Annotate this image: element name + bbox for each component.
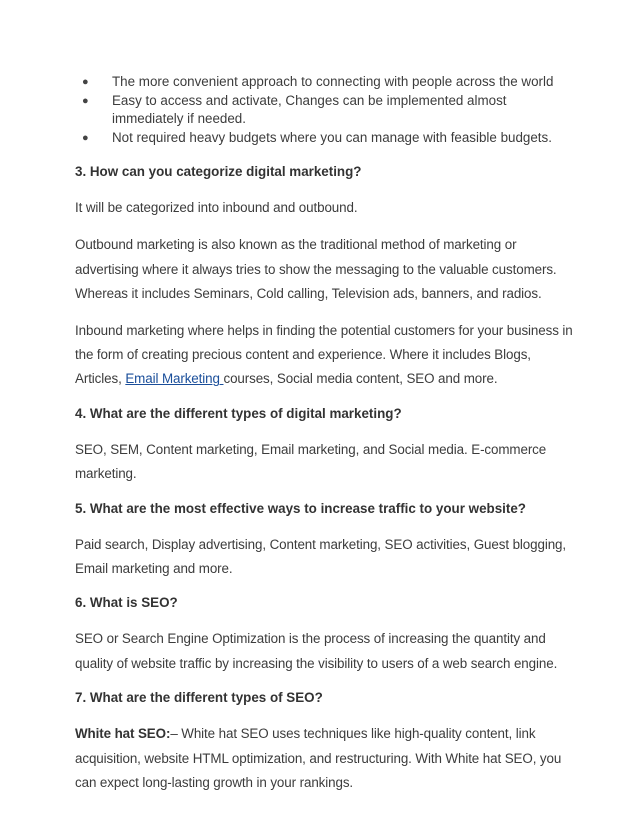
benefits-bullet-list (78, 73, 578, 147)
question-3-answer-intro: It will be categorized into inbound and outbound. (75, 200, 358, 215)
list-item (78, 92, 578, 129)
question-5-answer: Paid search, Display advertising, Content marketing, SEO activities, Guest blogging, Email marketing and more. (75, 536, 567, 577)
bullet-icon: ● (82, 131, 89, 144)
list-item (78, 129, 578, 148)
list-item (78, 73, 578, 92)
question-7-answer (75, 722, 575, 795)
email-marketing-link[interactable]: Email Marketing (125, 371, 224, 387)
document-body (75, 162, 575, 808)
bullet-text: Easy to access and activate, Changes can be implemented almost immediately if needed. (112, 92, 507, 126)
question-4-heading: 4. What are the different types of digital marketing? (75, 405, 402, 421)
inbound-text-start: Inbound marketing where helps in finding the potential customers for your business in the form of creating precious content and experience. Where it includes Blogs, Articles, (75, 322, 573, 387)
question-6-heading: 6. What is SEO? (75, 595, 178, 611)
inbound-text-end: courses, Social media content, SEO and more. (223, 371, 498, 387)
question-4-answer: SEO, SEM, Content marketing, Email marketing, and Social media. E-commerce marketing. (75, 441, 547, 482)
bullet-icon: ● (82, 76, 89, 88)
question-3-outbound-paragraph: Outbound marketing is also known as the traditional method of marketing or advertising where it always tries to show the messaging to the valuable customers. Whereas it includes Seminars, Cold calling, Television ads, banners, and radios. (75, 237, 557, 302)
white-hat-seo-label: White hat SEO: (75, 726, 171, 742)
question-5-heading: 5. What are the most effective ways to increase traffic to your website? (75, 500, 526, 516)
question-3-heading: 3. How can you categorize digital marketing? (75, 164, 362, 179)
question-6-answer: SEO or Search Engine Optimization is the process of increasing the quantity and quality of website traffic by increasing the visibility to users of a web search engine. (75, 631, 558, 671)
question-3-inbound-paragraph (75, 319, 575, 392)
bullet-text: Not required heavy budgets where you can manage with feasible budgets. (112, 129, 552, 145)
bullet-text: The more convenient approach to connecting with people across the world (112, 74, 554, 89)
question-7-heading: 7. What are the different types of SEO? (75, 690, 323, 706)
bullet-icon: ● (82, 94, 89, 107)
white-hat-seo-description: – White hat SEO uses techniques like high-quality content, link acquisition, website HTML optimization, and restructuring. With White hat SEO, you can expect long-lasting growth in your rankings. (75, 726, 562, 791)
